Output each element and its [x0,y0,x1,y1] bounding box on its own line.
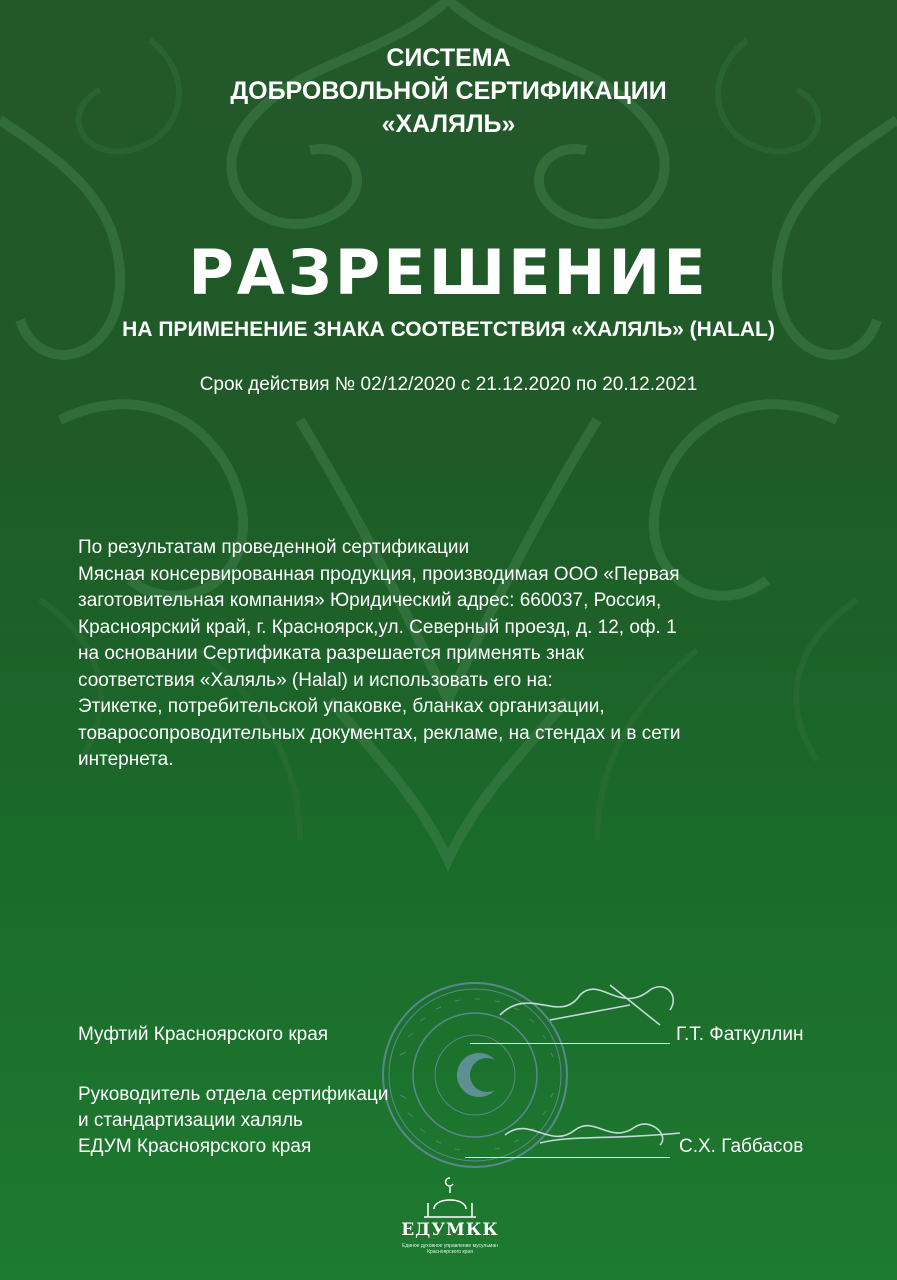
logo-caption-line-1: Единое духовное управление мусульман [402,1243,498,1249]
edumkk-logo [380,1175,520,1275]
logo-caption-line-2: Красноярского края [427,1249,473,1255]
body-line: товаросопроводительных документах, рекламе, на стендах и в сети [78,722,681,744]
body-line: Красноярский край, г. Красноярск,ул. Северный проезд, д. 12, оф. 1 [78,616,677,638]
head-title-line-1: Руководитель отдела сертификаци [78,1084,389,1105]
mufti-signature [490,975,690,1045]
head-title-line-3: ЕДУМ Красноярского края [78,1136,312,1157]
head-signature [500,1105,690,1165]
body-line: интернета. [78,749,174,770]
mufti-title: Муфтий Красноярского края [78,1024,329,1045]
body-line: заготовительная компания» Юридический адрес: 660037, Россия, [78,590,662,611]
header-line-2: ДОБРОВОЛЬНОЙ СЕРТИФИКАЦИИ [230,77,667,105]
body-line: По результатам проведенной сертификации [78,537,470,558]
mufti-name: Г.Т. Фаткуллин [676,1024,804,1045]
body-line: соответствия «Халяль» (Halal) и использовать его на: [78,669,553,691]
header-line-3: «ХАЛЯЛЬ» [381,110,516,138]
body-line: Этикетке, потребительской упаковке, бланках организации, [78,696,605,717]
document-subtitle: НА ПРИМЕНЕНИЕ ЗНАКА СООТВЕТСТВИЯ «ХАЛЯЛЬ» (HALAL) [122,318,775,341]
logo-text: ЕДУМКК [401,1220,499,1240]
head-title-line-2: и стандартизации халяль [78,1110,303,1131]
header-line-1: СИСТЕМА [386,44,511,72]
body-line: Мясная консервированная продукция, производимая ООО «Первая [78,563,680,585]
certification-system-header [0,42,897,141]
logo-caption [388,1243,512,1255]
document-title: РАЗРЕШЕНИЕ [188,236,709,309]
mufti-signature-line [470,1043,670,1044]
body-line: на основании Сертификата разрешается применять знак [78,643,585,664]
head-signature-line [465,1157,670,1158]
validity-period: Срок действия № 02/12/2020 с 21.12.2020 по 20.12.2021 [199,374,698,395]
mosque-icon [420,1175,480,1221]
head-name: С.Х. Габбасов [679,1136,804,1157]
permission-text [78,535,818,774]
